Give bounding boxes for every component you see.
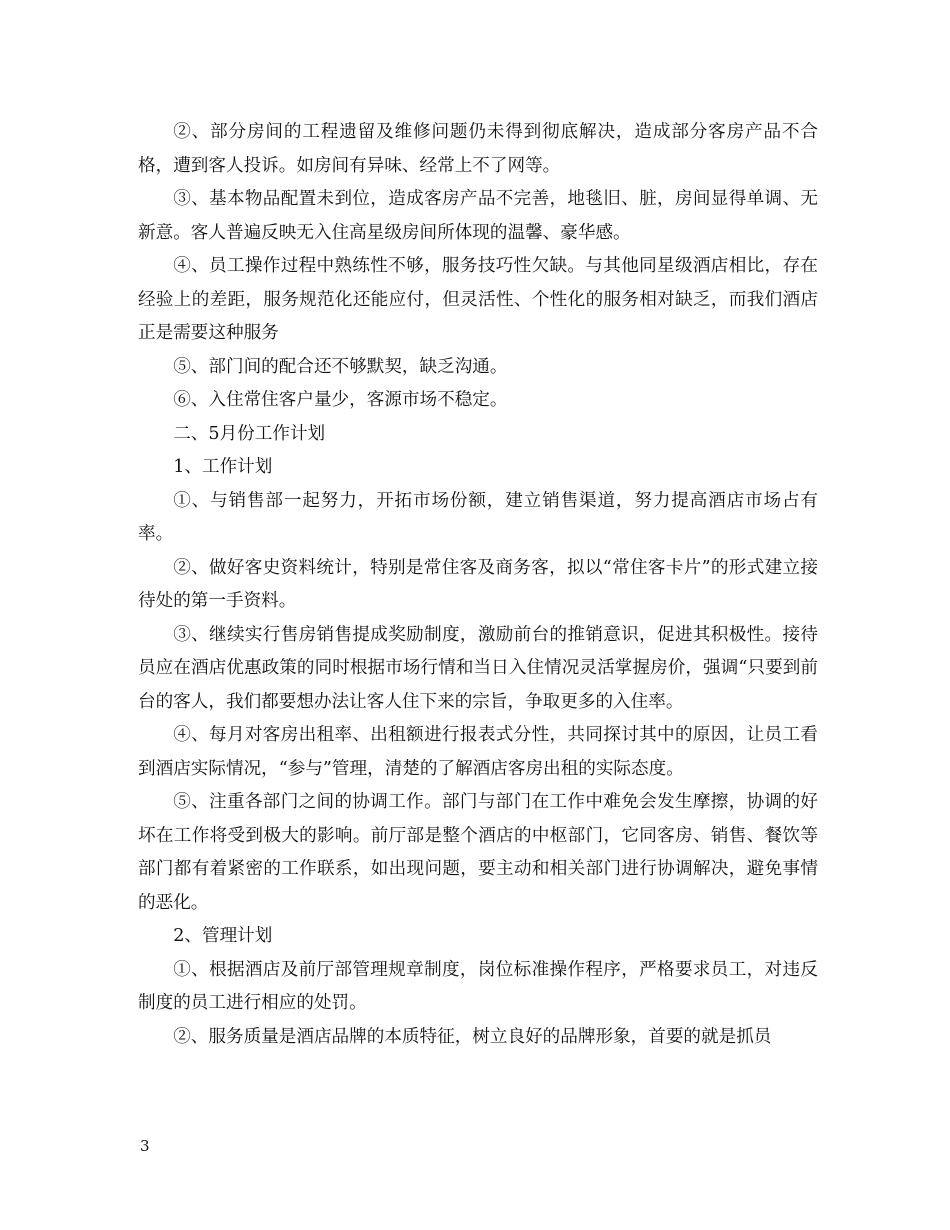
paragraph: ④、员工操作过程中熟练性不够，服务技巧性欠缺。与其他同星级酒店相比，存在经验上的差距，服务规范化还能应付，但灵活性、个性化的服务相对缺乏，而我们酒店正是需要这种服务	[138, 256, 818, 343]
paragraph: ③、基本物品配置未到位，造成客房产品不完善，地毯旧、脏，房间显得单调、无新意。客人普遍反映无入住高星级房间所体现的温馨、豪华感。	[138, 189, 818, 243]
paragraph: ①、根据酒店及前厅部管理规章制度，岗位标准操作程序，严格要求员工，对违反制度的员工进行相应的处罚。	[138, 959, 818, 1013]
subsection-heading: 2、管理计划	[173, 926, 273, 946]
document-body	[138, 116, 818, 1054]
paragraph: ①、与销售部一起努力，开拓市场份额，建立销售渠道，努力提高酒店市场占有率。	[138, 490, 818, 544]
paragraph: ②、做好客史资料统计，特别是常住客及商务客，拟以“常住客卡片”的形式建立接待处的第一手资料。	[138, 557, 818, 611]
section-heading: 二、5月份工作计划	[173, 423, 326, 444]
paragraph: ⑤、注重各部门之间的协调工作。部门与部门在工作中难免会发生摩擦，协调的好坏在工作将受到极大的影响。前厅部是整个酒店的中枢部门，它同客房、销售、餐饮等部门都有着紧密的工作联系，如出现问题，要主动和相关部门进行协调解决，避免事情的恶化。	[138, 792, 818, 913]
paragraph: ③、继续实行售房销售提成奖励制度，激励前台的推销意识，促进其积极性。接待员应在酒店优惠政策的同时根据市场行情和当日入住情况灵活掌握房价，强调“只要到前台的客人，我们都要想办法让客人住下来的宗旨，争取更多的入住率。	[138, 624, 818, 712]
paragraph: ②、服务质量是酒店品牌的本质特征，树立良好的品牌形象，首要的就是抓员	[173, 1026, 772, 1047]
paragraph: ⑤、部门间的配合还不够默契，缺乏沟通。	[173, 356, 508, 377]
subsection-heading: 1、工作计划	[173, 457, 273, 477]
page-number: 3	[140, 1137, 150, 1155]
paragraph: ⑥、入住常住客户量少，客源市场不稳定。	[173, 390, 508, 410]
paragraph: ④、每月对客房出租率、出租额进行报表式分性，共同探讨其中的原因，让员工看到酒店实际情况，“参与”管理，清楚的了解酒店客房出租的实际态度。	[138, 725, 818, 779]
paragraph: ②、部分房间的工程遗留及维修问题仍未得到彻底解决，造成部分客房产品不合格，遭到客人投诉。如房间有异味、经常上不了网等。	[138, 122, 818, 176]
